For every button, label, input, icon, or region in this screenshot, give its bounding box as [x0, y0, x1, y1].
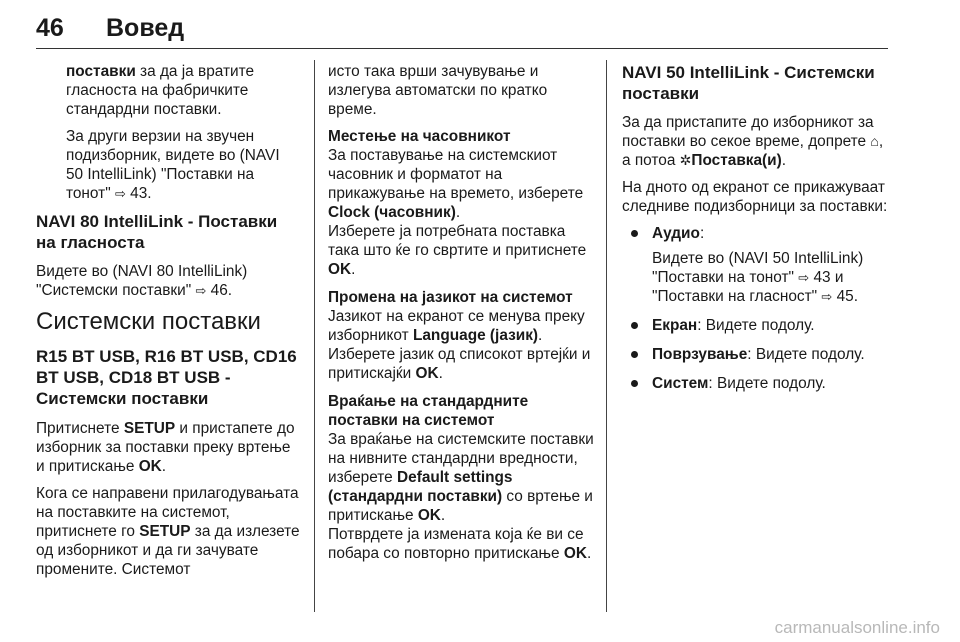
- text: : Видете подолу.: [697, 317, 815, 334]
- ok-key: OK: [415, 365, 439, 382]
- ok-key: OK: [417, 507, 441, 524]
- ok-key: OK: [563, 545, 587, 562]
- paragraph: [328, 430, 594, 525]
- reset-section: [328, 392, 594, 563]
- text: За да пристапите до изборникот за поставки во секое време, допрете: [622, 114, 874, 150]
- paragraph: [622, 113, 888, 170]
- text: , а потоа: [622, 133, 884, 169]
- bullet-icon: [631, 351, 638, 358]
- setup-key: SETUP: [123, 420, 176, 437]
- text: .: [781, 152, 787, 169]
- column-2: [328, 62, 594, 572]
- bold-term: поставки: [66, 63, 136, 80]
- text: .: [455, 204, 461, 221]
- text: За враќање на системските поставки на нивните стандардни вредности, изберете: [328, 431, 594, 486]
- section-heading: NAVI 50 IntelliLink - Системски поставки: [622, 63, 875, 103]
- text: Јазикот на екранот се менува преку изборникот: [328, 308, 585, 344]
- text: со вртење и притискање: [328, 488, 593, 524]
- text: .: [438, 365, 443, 382]
- list-item: [622, 374, 888, 393]
- ok-key: OK: [138, 458, 162, 475]
- menu-term: Поставка(и): [691, 152, 782, 169]
- paragraph: [652, 249, 888, 306]
- menu-term: Поврзување: [652, 346, 748, 363]
- text: : Видете подолу.: [708, 375, 826, 392]
- text: Изберете ја потребната поставка така што ќе го свртите и притиснете: [328, 223, 587, 259]
- paragraph: исто така врши зачувување и излегува автоматски по кратко време.: [328, 63, 548, 118]
- subsection-heading: Промена на јазикот на системот: [328, 289, 573, 306]
- paragraph: [328, 222, 594, 279]
- paragraph: [328, 307, 594, 345]
- text: Видете во (NAVI 50 IntelliLink) "Поставки на тонот": [652, 250, 864, 286]
- menu-term: Аудио: [652, 225, 700, 242]
- page-ref[interactable]: 43: [130, 185, 148, 202]
- text: и "Поставки на гласност": [652, 269, 844, 305]
- chapter-heading: Системски поставки: [36, 308, 261, 335]
- section-heading: NAVI 80 IntelliLink - Поставки на гласноста: [36, 212, 278, 252]
- menu-term: Clock (часовник): [328, 204, 456, 221]
- text: Потврдете ја измената која ќе ви се побара со повторно притискање: [328, 526, 584, 562]
- list-item: [622, 345, 888, 364]
- page-ref-arrow-icon: ⇨: [821, 289, 833, 304]
- bullet-icon: [631, 380, 638, 387]
- menu-term: Language (јазик): [412, 327, 539, 344]
- list-item: [622, 224, 888, 306]
- menu-term: Систем: [652, 375, 709, 392]
- watermark: carmanualsonline.info: [774, 618, 940, 637]
- gear-icon: ✲: [679, 152, 692, 168]
- column-divider-1: [314, 60, 315, 612]
- clock-section: [328, 127, 594, 279]
- text: .: [853, 288, 858, 305]
- text: Видете во (NAVI 80 IntelliLink) "Системски поставки": [36, 263, 248, 299]
- setup-key: SETUP: [139, 523, 191, 540]
- page-ref[interactable]: 46: [210, 282, 228, 299]
- paragraph: [36, 62, 300, 119]
- paragraph: Видете во (NAVI 80 IntelliLink) "Системски поставки" ⇨ 46.: [36, 263, 248, 299]
- subsection-heading: Враќање на стандардните поставки на системот: [328, 393, 529, 429]
- text: : Видете подолу.: [747, 346, 865, 363]
- text: .: [440, 507, 446, 524]
- paragraph: [36, 419, 300, 476]
- text: За поставување на системскиот часовник и форматот на прикажување на времето, изберете: [328, 147, 584, 202]
- list-item: [622, 316, 888, 335]
- page-number: 46: [36, 14, 64, 42]
- column-1: [36, 62, 300, 587]
- text: .: [161, 458, 167, 475]
- text: За други верзии на звучен подизборник, видете во (NAVI 50 IntelliLink) "Поставки на тонот": [66, 128, 280, 202]
- menu-term: Екран: [652, 317, 698, 334]
- page-ref[interactable]: 43: [813, 269, 831, 286]
- text: Притиснете: [36, 420, 124, 437]
- paragraph: На дното од екранот се прикажуваат следниве подизборници за поставки:: [622, 179, 888, 215]
- page-ref-arrow-icon: ⇨: [114, 186, 126, 201]
- text: .: [586, 545, 592, 562]
- paragraph: За други верзии на звучен подизборник, видете во (NAVI 50 IntelliLink) "Поставки на тонот" ⇨ 43.: [66, 128, 280, 202]
- text: за да излезете од изборникот и да ги зачувате промените. Системот: [36, 523, 300, 578]
- page-ref-arrow-icon: ⇨: [798, 270, 810, 285]
- paragraph: [328, 345, 594, 383]
- text: и пристапете до изборник за поставки преку вртење и притискање: [36, 420, 295, 475]
- header-rule: [36, 48, 888, 49]
- page-ref[interactable]: 45: [836, 288, 854, 305]
- bullet-icon: [631, 230, 638, 237]
- paragraph: [36, 484, 300, 579]
- paragraph: [328, 146, 594, 222]
- text: .: [538, 327, 543, 344]
- ok-key: OK: [328, 261, 352, 278]
- subsection-heading: Местење на часовникот: [328, 128, 511, 145]
- text: .: [351, 261, 356, 278]
- text: Изберете јазик од списокот вртејќи и притискајќи: [328, 346, 591, 382]
- language-section: [328, 288, 594, 383]
- section-heading: R15 BT USB, R16 BT USB, CD16 BT USB, CD18 BT USB - Системски поставки: [36, 347, 297, 408]
- column-3: [622, 62, 888, 403]
- text: :: [699, 225, 705, 242]
- page-title: Вовед: [106, 14, 185, 42]
- page-ref-arrow-icon: ⇨: [195, 283, 207, 298]
- home-icon: ⌂: [870, 133, 879, 149]
- text: Кога се направени прилагодувањата на поставките на системот, притиснете го: [36, 485, 299, 540]
- paragraph: [328, 525, 594, 563]
- column-divider-2: [606, 60, 607, 612]
- text: за да ја вратите гласноста на фабричките стандардни поставки.: [66, 63, 255, 118]
- bullet-icon: [631, 322, 638, 329]
- menu-term: Default settings (стандардни поставки): [328, 469, 513, 505]
